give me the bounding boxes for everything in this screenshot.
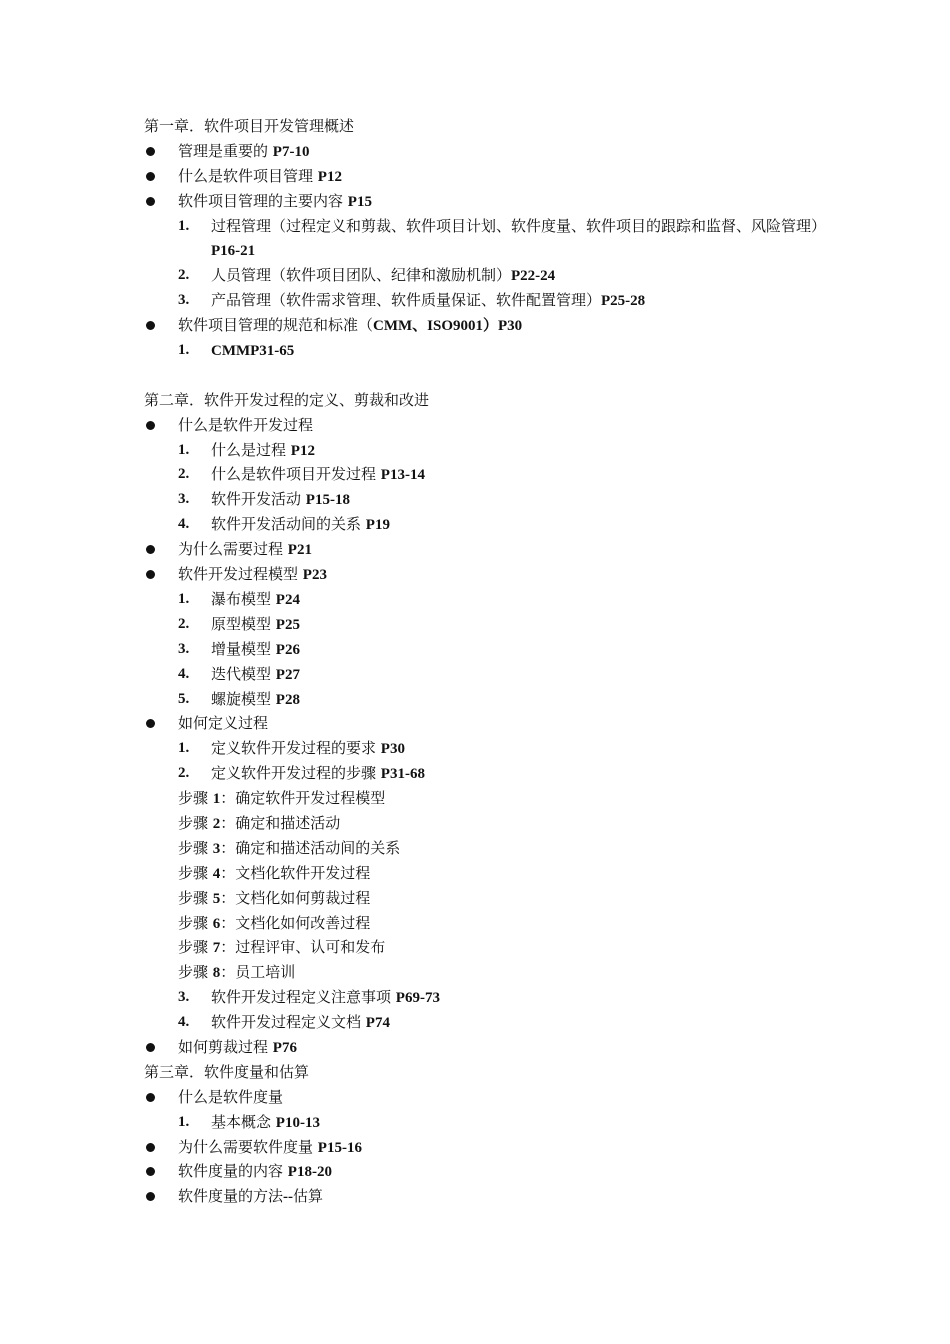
numbered-item [144,512,834,537]
step-item [144,836,834,861]
numbered-item-body [211,288,834,314]
numbered-item-body [211,662,834,688]
bullet-item [144,1159,834,1184]
chapter-heading [144,388,834,413]
step-text: ：文档化如何改善过程 [220,913,371,932]
numbered-item-body [211,438,834,464]
numbered-item [144,612,834,637]
numbered-item-body [211,487,834,513]
chapter-heading [144,114,834,139]
page-ref: P31-68 [380,766,425,783]
step-number: 7 [212,940,221,957]
item-text: 软件开发活动 [211,490,306,509]
page-ref: P19 [365,517,390,534]
numbered-item [144,263,834,288]
bullet-item [144,537,834,562]
page-ref: P12 [290,442,315,459]
bullet-item [144,139,834,164]
item-text: 软件项目管理的主要内容 [178,191,348,210]
item-number: 3. [178,491,190,508]
item-number: 1. [178,590,190,607]
item-text: 什么是软件度量 [178,1087,284,1106]
page-ref: P15-18 [305,492,350,509]
numbered-item-body [211,637,834,663]
item-text: 如何剪裁过程 [178,1037,273,1056]
numbered-item [144,687,834,712]
numbered-item [144,438,834,463]
numbered-item [144,462,834,487]
item-number: 2. [178,466,190,483]
bullet-icon [146,1143,155,1152]
bullet-icon [146,570,155,579]
bullet-icon [146,1043,155,1052]
bullet-icon [146,1167,155,1176]
item-text: 定义软件开发过程的要求 [211,739,381,758]
bullet-icon [146,421,155,430]
item-text: 增量模型 [211,639,276,658]
numbered-item-body [211,462,834,488]
step-number: 3 [212,840,221,857]
page-ref: P25 [275,616,300,633]
bullet-icon [146,172,155,181]
item-text: 人员管理（软件项目团队、纪律和激励机制） [211,266,512,285]
item-text: 原型模型 [211,614,276,633]
item-text-tail: 估算 [293,1187,324,1206]
page-ref: P21 [287,542,312,559]
bullet-item [144,562,834,587]
page-ref: P30 [380,741,405,758]
step-number: 4 [212,865,221,882]
item-number: 4. [178,1014,190,1031]
item-text: 软件开发过程定义注意事项 [211,988,396,1007]
bullet-item [144,711,834,736]
item-text: 什么是过程 [211,440,291,459]
numbered-item [144,761,834,786]
item-number: 3. [178,292,190,309]
page-ref: P16-21 [211,243,256,260]
item-text: 定义软件开发过程的步骤 [211,764,381,783]
page-ref: P74 [365,1015,390,1032]
step-prefix: 步骤 [178,913,213,932]
item-text: 为什么需要过程 [178,540,288,559]
page-ref: P12 [317,168,342,185]
item-text: 螺旋模型 [211,689,276,708]
bullet-item [144,1085,834,1110]
numbered-item [144,637,834,662]
item-number: 1. [178,342,190,359]
item-number: 1. [178,740,190,757]
numbered-item [144,1010,834,1035]
step-item [144,786,834,811]
numbered-item-body [211,687,834,713]
step-number: 1 [212,791,221,808]
chapter-heading [144,1060,834,1085]
bullet-item [144,189,834,214]
item-number: 1. [178,217,190,234]
step-item [144,935,834,960]
bullet-item [144,164,834,189]
page-ref: P18-20 [287,1164,332,1181]
bullet-item [144,1035,834,1060]
item-text: 基本概念 [211,1112,276,1131]
page-ref: P76 [272,1039,297,1056]
step-item [144,960,834,985]
step-item [144,886,834,911]
item-number: 1. [178,441,190,458]
item-text: 管理是重要的 [178,141,273,160]
item-text: 如何定义过程 [178,714,269,733]
step-text: ：确定和描述活动间的关系 [220,838,401,857]
step-text: ：确定和描述活动 [220,813,341,832]
page-ref: CMM、ISO9001）P30 [373,318,523,335]
item-number: 2. [178,765,190,782]
page-ref: P23 [302,567,327,584]
page-ref: P25-28 [601,293,646,310]
step-number: 6 [212,915,221,932]
step-prefix: 步骤 [178,813,213,832]
item-text: 软件度量的内容 [178,1162,288,1181]
step-text: ：确定软件开发过程模型 [220,789,386,808]
document-body [144,114,834,1209]
numbered-item-body [211,761,834,787]
step-number: 5 [212,890,221,907]
page-ref: P13-14 [380,467,425,484]
item-text: 瀑布模型 [211,589,276,608]
step-prefix: 步骤 [178,838,213,857]
page-ref: P15 [347,193,372,210]
item-text: 软件项目管理的规范和标准（ [178,316,374,335]
page-ref: P10-13 [275,1114,320,1131]
numbered-item [144,736,834,761]
step-item [144,811,834,836]
step-prefix: 步骤 [178,789,213,808]
step-text: ：文档化软件开发过程 [220,863,371,882]
item-number: 1. [178,1113,190,1130]
step-number: 2 [212,815,221,832]
step-prefix: 步骤 [178,938,213,957]
item-text: 软件开发过程模型 [178,565,303,584]
bullet-icon [146,545,155,554]
numbered-item [144,587,834,612]
item-text: 什么是软件开发过程 [178,415,314,434]
item-text: 为什么需要软件度量 [178,1137,318,1156]
numbered-item-body [211,612,834,638]
heading-text: 第三章．软件度量和估算 [144,1062,310,1081]
numbered-item-body [211,338,834,364]
item-text: 过程管理（过程定义和剪裁、软件项目计划、软件度量、软件项目的跟踪和监督、风险管理） [211,216,827,235]
bullet-icon [146,321,155,330]
page-ref: P26 [275,641,300,658]
step-prefix: 步骤 [178,888,213,907]
item-number: 2. [178,615,190,632]
numbered-item-body [211,512,834,538]
item-text: 产品管理（软件需求管理、软件质量保证、软件配置管理） [211,291,602,310]
bullet-icon [146,1093,155,1102]
step-item [144,861,834,886]
numbered-item [144,487,834,512]
numbered-item [144,288,834,313]
numbered-item [144,1110,834,1135]
bullet-icon [146,197,155,206]
heading-text: 第二章．软件开发过程的定义、剪裁和改进 [144,390,430,409]
blank-line [144,363,834,388]
item-number: 2. [178,267,190,284]
bullet-icon [146,719,155,728]
item-text: 软件开发活动间的关系 [211,515,366,534]
item-text: 软件开发过程定义文档 [211,1013,366,1032]
page-ref: P24 [275,591,300,608]
numbered-item [144,985,834,1010]
bullet-icon [146,147,155,156]
step-prefix: 步骤 [178,863,213,882]
item-text: 什么是软件项目管理 [178,166,318,185]
bullet-item [144,313,834,338]
step-item [144,911,834,936]
page-ref: -- [283,1189,294,1206]
numbered-item-body [211,214,834,265]
numbered-item-body [211,1110,834,1136]
numbered-item-body [211,736,834,762]
item-number: 4. [178,665,190,682]
numbered-item-body [211,263,834,289]
bullet-icon [146,1192,155,1201]
page-ref: P69-73 [395,990,440,1007]
item-number: 3. [178,640,190,657]
numbered-item-body [211,985,834,1011]
step-text: ：员工培训 [220,963,296,982]
page-ref: P27 [275,666,300,683]
bullet-item [144,1135,834,1160]
item-text: 软件度量的方法 [178,1187,284,1206]
item-number: 4. [178,516,190,533]
numbered-item [144,214,834,264]
numbered-item [144,338,834,363]
item-text: 什么是软件项目开发过程 [211,465,381,484]
page-ref: P7-10 [272,143,310,160]
item-number: 3. [178,989,190,1006]
step-number: 8 [212,965,221,982]
item-text: 迭代模型 [211,664,276,683]
step-text: ：过程评审、认可和发布 [220,938,386,957]
numbered-item-body [211,1010,834,1036]
numbered-item [144,662,834,687]
page-ref: P28 [275,691,300,708]
step-text: ：文档化如何剪裁过程 [220,888,371,907]
page-ref: P15-16 [317,1139,362,1156]
page-ref: P22-24 [511,268,556,285]
page-ref: CMMP31-65 [211,343,295,360]
heading-text: 第一章．软件项目开发管理概述 [144,117,355,135]
numbered-item-body [211,587,834,613]
item-number: 5. [178,690,190,707]
bullet-item [144,413,834,438]
step-prefix: 步骤 [178,963,213,982]
bullet-item [144,1184,834,1209]
